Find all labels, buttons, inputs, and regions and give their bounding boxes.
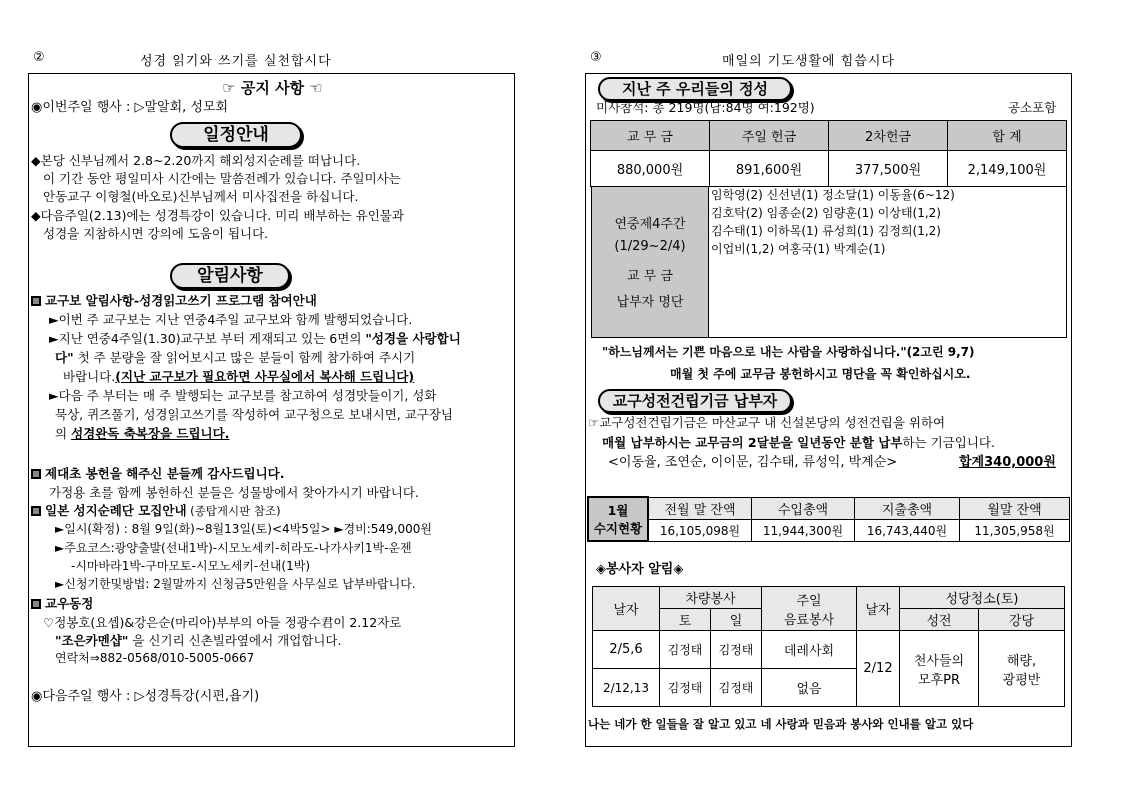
vol-header-vehicle: 차량봉사 — [660, 587, 762, 609]
left-page-header: 성경 읽기와 쓰기를 실천합시다 — [140, 54, 332, 69]
quote-text: "하느님께서는 기쁜 마음으로 내는 사람을 사랑하십니다."(2고린 9,7) — [602, 345, 975, 359]
item1-l2a: ►지난 연중4주일(1.30)교구보 부터 게재되고 있는 6면의 — [49, 331, 366, 346]
item1-l3a: 다" — [55, 350, 74, 365]
offering-value: 891,600원 — [710, 151, 829, 187]
finance-header: 월말 잔액 — [960, 497, 1070, 519]
finance-value: 11,305,958원 — [960, 519, 1070, 541]
offering-value: 2,149,100원 — [948, 151, 1067, 187]
offering-header: 주일 헌금 — [710, 121, 829, 151]
item1-line: ►이번 주 교구보는 지난 연중4주일 교구보와 함께 발행되었습니다. — [49, 312, 413, 327]
vol-date: 2/12,13 — [593, 669, 660, 707]
donor-label: 연중제4주간 — [614, 217, 686, 232]
footer-verse: 나는 네가 한 일들을 잘 알고 있고 네 사랑과 믿음과 봉사와 인내를 알고 있다 — [588, 717, 974, 731]
vol-header-sanctuary: 성전 — [900, 609, 979, 631]
checkbox-square-icon — [31, 599, 41, 609]
vol-hall: 해량, 광평반 — [979, 631, 1065, 707]
right-page-header: 매일의 기도생활에 힘씁시다 — [722, 54, 895, 69]
schedule-title: 일정안내 — [170, 122, 302, 148]
item4-line: 연락처⇒882-0568/010-5005-0667 — [55, 651, 255, 665]
checkbox-square-icon — [31, 469, 41, 479]
vol-header-drink: 주일 음료봉사 — [762, 587, 857, 631]
donor-list-box — [709, 186, 1067, 338]
building-fund-title: 교구성전건립기금 납부자 — [598, 389, 792, 413]
finance-table — [587, 496, 1070, 542]
donor-label: 교 무 금 — [627, 269, 673, 284]
building-line: ☞교구성전건립기금은 마산교구 내 신설본당의 성전건립을 위하여 — [588, 415, 946, 430]
item1-line — [55, 425, 229, 442]
this-week-events: ◉이번주일 행사 : ▷말알회, 성모회 — [31, 100, 229, 115]
item3-line: ►주요코스:광양출발(선내1박)-시모노세키-히라도-나가사키1박-운젠 — [55, 541, 412, 555]
item1-line — [49, 330, 461, 347]
building-l2a: 매월 납부하시는 교무금의 2달분을 일년동안 분할 납부 — [602, 435, 903, 450]
finance-value: 16,105,098원 — [648, 519, 752, 541]
vol-header-cleaning: 성당청소(토) — [900, 587, 1065, 609]
offering-value: 377,500원 — [829, 151, 948, 187]
schedule-line: 안동교구 이형철(바오로)신부님께서 미사집전을 하십니다. — [43, 189, 359, 204]
item1-line — [55, 349, 415, 366]
item4-title-text: 교우동정 — [45, 596, 94, 611]
item3-title-text: 일본 성지순례단 모집안내 — [45, 503, 187, 518]
vol-drink: 없음 — [762, 669, 857, 707]
item2-title-text: 제대초 봉헌을 해주신 분들께 감사드립니다. — [45, 466, 285, 481]
vol-sat: 김정태 — [660, 631, 711, 669]
vol-header-sun: 일 — [711, 609, 762, 631]
quote-reminder: 매월 첫 주에 교무금 봉헌하시고 명단을 꼭 확인하십시오. — [670, 367, 971, 381]
finance-header: 수입총액 — [752, 497, 855, 519]
vol-sun: 김정태 — [711, 631, 762, 669]
item2-line: 가정용 초를 함께 봉헌하신 분들은 성물방에서 찾아가시기 바랍니다. — [49, 485, 419, 500]
checkbox-square-icon — [31, 296, 41, 306]
item4-line — [55, 632, 341, 649]
offering-header: 2차헌금 — [829, 121, 948, 151]
schedule-line: ◆본당 신부님께서 2.8~2.20까지 해외성지순례를 떠납니다. — [31, 153, 361, 168]
attendance-note: 공소포함 — [1008, 100, 1057, 115]
item1-line — [63, 368, 414, 385]
item3-line: ►신청기한및방법: 2월말까지 신청금5만원을 사무실로 납부바랍니다. — [55, 577, 416, 591]
notice-title: ☞ 공지 사항 ☜ — [222, 79, 323, 97]
vol-sat: 김정태 — [660, 669, 711, 707]
attendance-text: 미사참석: 총 219명(남:84명 여:192명) — [596, 100, 815, 115]
item3-line: ►일시(확정) : 8월 9일(화)~8월13일(토)<4박5일> ►경비:549,000원 — [55, 522, 433, 536]
item1-l2b: "성경을 사랑합니 — [365, 331, 461, 346]
announcement-item-title — [31, 595, 93, 612]
item1-l7b: 성경완독 축복장을 드립니다. — [71, 426, 230, 441]
vol-date2: 2/12 — [857, 631, 900, 707]
item3-note: (종탑게시판 참조) — [186, 504, 281, 518]
offering-title: 지난 주 우리들의 정성 — [598, 77, 792, 101]
schedule-line: 이 기간 동안 평일미사 시간에는 말씀전례가 있습니다. 주일미사는 — [43, 171, 401, 186]
finance-label — [588, 497, 648, 541]
item1-l3b: 첫 주 분량을 잘 읽어보시고 많은 분들이 함께 참가하여 주시기 — [73, 350, 416, 365]
vol-header-hall: 강당 — [979, 609, 1065, 631]
announcement-title: 알림사항 — [170, 263, 290, 289]
offering-header: 교 무 금 — [591, 121, 710, 151]
offering-header: 합 계 — [948, 121, 1067, 151]
item1-line: ►다음 주 부터는 매 주 발행되는 교구보를 참고하여 성경맛들이기, 성화 — [49, 388, 437, 403]
schedule-line: 성경을 지참하시면 강의에 도움이 됩니다. — [43, 226, 269, 241]
right-page-number: ③ — [590, 50, 603, 65]
announcement-item-title — [31, 292, 317, 309]
vol-date: 2/5,6 — [593, 631, 660, 669]
item1-title-text: 교구보 알림사항-성경읽고쓰기 프로그램 참여안내 — [45, 293, 317, 308]
announcement-item-title — [31, 502, 281, 520]
volunteer-title: ◈봉사자 알림◈ — [596, 562, 684, 577]
announcement-item-title — [31, 465, 285, 482]
item4-l2a: "조은카멘샵" — [55, 633, 129, 648]
vol-header-date2: 날자 — [857, 587, 900, 631]
schedule-line: ◆다음주일(2.13)에는 성경특강이 있습니다. 미리 배부하는 유인물과 — [31, 208, 404, 223]
right-panel — [585, 73, 1072, 747]
building-line — [602, 434, 995, 451]
donor-label: (1/29~2/4) — [614, 239, 686, 254]
left-panel — [28, 73, 515, 747]
donor-line: 김수태(1) 이하목(1) 류성희(1) 김정희(1,2) — [711, 224, 941, 238]
vol-sanctuary: 천사들의 모후PR — [900, 631, 979, 707]
offering-value: 880,000원 — [591, 151, 710, 187]
volunteer-table — [592, 586, 1065, 707]
building-line: <이동율, 조연순, 이이문, 김수태, 류성익, 박계순> — [608, 455, 898, 470]
building-l2b: 하는 기금입니다. — [902, 435, 995, 450]
item4-l2b: 을 신기리 신촌빌라옆에서 개업합니다. — [128, 633, 342, 648]
item3-line: -시마바라1박-구마모토-시모노세키-선내(1박) — [71, 559, 311, 573]
vol-drink: 데레사회 — [762, 631, 857, 669]
item1-l4b: (지난 교구보가 필요하면 사무실에서 복사해 드립니다) — [115, 369, 415, 384]
finance-header: 지출총액 — [855, 497, 960, 519]
item1-l7a: 의 — [55, 426, 72, 441]
finance-value: 16,743,440원 — [855, 519, 960, 541]
donor-label: 납부자 명단 — [616, 295, 684, 310]
finance-value: 11,944,300원 — [752, 519, 855, 541]
donor-line: 김호탁(2) 임종순(2) 임량훈(1) 이상태(1,2) — [711, 206, 941, 220]
donor-line: 이업비(1,2) 여홍국(1) 박계순(1) — [711, 242, 886, 256]
finance-month: 1월 — [607, 503, 629, 518]
checkbox-square-icon — [31, 506, 41, 516]
left-page-number: ② — [33, 50, 46, 65]
item1-l4a: 바랍니다. — [63, 369, 116, 384]
offering-table — [590, 120, 1067, 187]
item4-line: ♡정봉호(요셉)&강은순(마리아)부부의 아들 정광수君이 2.12자로 — [43, 615, 402, 630]
item1-line: 묵상, 퀴즈풀기, 성경읽고쓰기를 작성하여 교구청으로 보내시면, 교구장님 — [55, 407, 454, 422]
donor-line: 임학영(2) 신선년(1) 정소달(1) 이동율(6~12) — [711, 188, 955, 202]
building-total: 합계340,000원 — [959, 455, 1056, 470]
finance-header: 전월 말 잔액 — [648, 497, 752, 519]
vol-sun: 김정태 — [711, 669, 762, 707]
donor-label-box — [591, 186, 709, 338]
vol-header-sat: 토 — [660, 609, 711, 631]
next-week-events: ◉다음주일 행사 : ▷성경특강(시편,욥기) — [31, 689, 260, 704]
vol-header-date: 날자 — [593, 587, 660, 631]
finance-label-text: 수지현황 — [593, 521, 643, 536]
